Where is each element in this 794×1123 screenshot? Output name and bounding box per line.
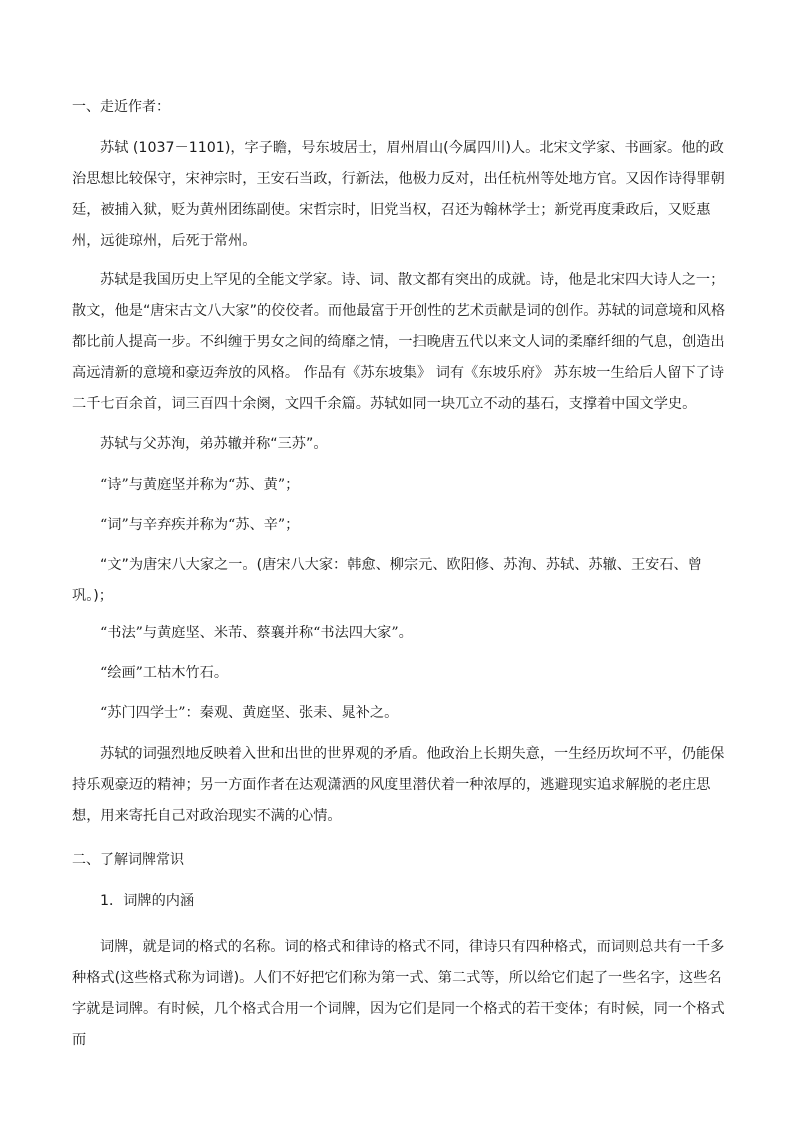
section-heading-author: 一、走近作者：	[72, 99, 170, 115]
section-heading-cipai: 二、了解词牌常识	[72, 852, 184, 868]
paragraph-three-su: 苏轼与父苏洵，弟苏辙并称“三苏”。	[100, 436, 328, 452]
paragraph-poetry: “诗”与黄庭坚并称为“苏、黄”；	[100, 477, 300, 493]
paragraph-cipai: 词牌，就是词的格式的名称。词的格式和律诗的格式不同，律诗只有四种格式，而词则总共有一千多种格式(这些格式称为词谱)。人们不好把它们称为第一式、第二式等，所以给它们起了一些名字，这些名字就是词牌。有时候，几个格式合用一个词牌，因为它们是同一个格式的若干变体；有时候，同一个格式而	[72, 939, 725, 1048]
paragraph-painting: “绘画”工枯木竹石。	[100, 665, 229, 681]
paragraph-achievements: 苏轼是我国历史上罕见的全能文学家。诗、词、散文都有突出的成就。诗，他是北宋四大诗人之一；散文，他是“唐宋古文八大家”的佼佼者。而他最富于开创性的艺术贡献是词的创作。苏轼的词意境和风格都比前人提高一步。不纠缠于男女之间的绮靡之情，一扫晚唐五代以来文人词的柔靡纤细的气息，创造出高远清新的意境和豪迈奔放的风格。 作品有《苏东坡集》 词有《东坡乐府》 苏东坡一生给后人留下了诗二千七百余首，词三百四十余阕，文四千余篇。苏轼如同一块兀立不动的基石，支撑着中国文学史。	[72, 272, 726, 412]
paragraph-prose: “文”为唐宋八大家之一。(唐宋八大家：韩愈、柳宗元、欧阳修、苏洵、苏轼、苏辙、王安石、曾巩。)；	[72, 557, 702, 604]
paragraph-contradiction: 苏轼的词强烈地反映着入世和出世的世界观的矛盾。他政治上长期失意，一生经历坎坷不平，仍能保持乐观豪迈的精神；另一方面作者在达观潇洒的风度里潜伏着一种浓厚的，逃避现实追求解脱的老庄思想，用来寄托自己对政治现实不满的心情。	[72, 746, 725, 824]
paragraph-ci: “词”与辛弃疾并称为“苏、辛”；	[100, 517, 300, 533]
paragraph-scholars: “苏门四学士”：秦观、黄庭坚、张耒、晁补之。	[100, 705, 399, 721]
subheading-cipai-meaning: 1．词牌的内涵	[100, 893, 195, 909]
paragraph-calligraphy: “书法”与黄庭坚、米芾、蔡襄并称“书法四大家”。	[100, 625, 413, 641]
paragraph-biography: 苏轼 (1037－1101)，字子瞻，号东坡居士，眉州眉山(今属四川)人。北宋文学家、书画家。他的政治思想比较保守，宋神宗时，王安石当政，行新法，他极力反对，出任杭州等处地方官。又因作诗得罪朝廷，被捕入狱，贬为黄州团练副使。宋哲宗时，旧党当权，召还为翰林学士；新党再度秉政后，又贬惠州，远徙琼州，后死于常州。	[72, 140, 725, 249]
